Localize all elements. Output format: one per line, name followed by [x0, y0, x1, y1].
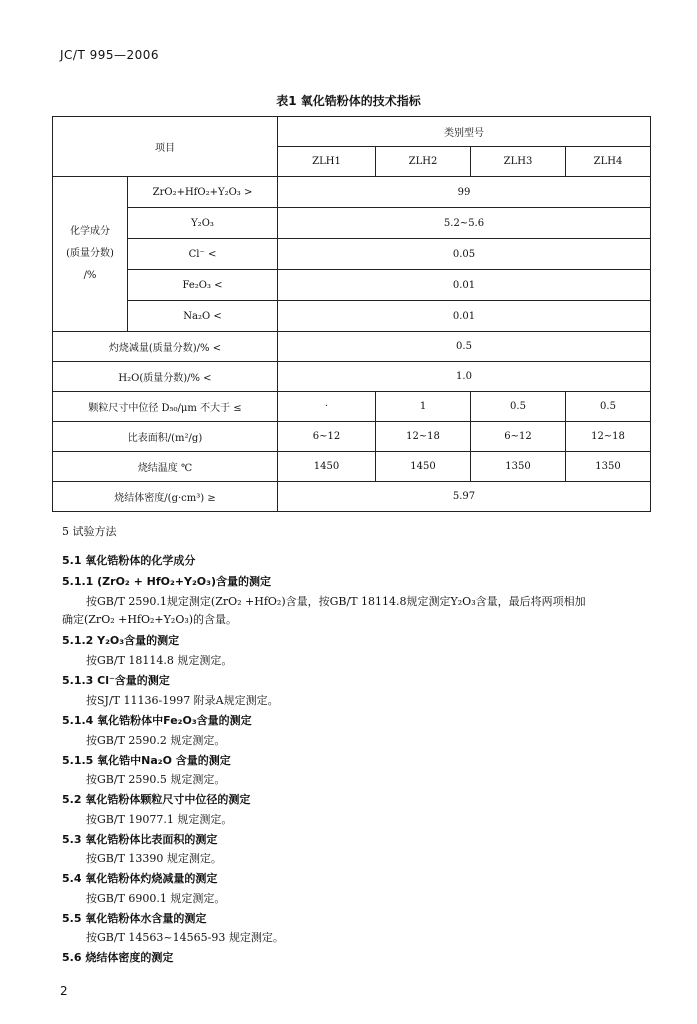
chem-value: 0.05 [278, 239, 651, 270]
header-item: 项目 [53, 117, 278, 177]
table-row [53, 301, 651, 332]
section-5-1-3-body: 按SJ/T 11136-1997 附录A规定测定。 [86, 694, 279, 707]
table-row [53, 208, 651, 239]
density-value: 5.97 [278, 482, 651, 512]
loss-item: 灼烧减量(质量分数)/% < [53, 332, 278, 362]
particle-value: 1 [376, 392, 471, 422]
chem-label-line: (质量分数) [66, 248, 114, 259]
section-5-1-4-body: 按GB/T 2590.2 规定测定。 [86, 734, 226, 747]
section-5-3-heading: 5.3 氧化锆粉体比表面积的测定 [62, 833, 218, 846]
section-5-1-heading: 5.1 氧化锆粉体的化学成分 [62, 554, 196, 567]
table-header-row [53, 117, 651, 147]
chem-label-line: 化学成分 [70, 226, 110, 237]
header-category: 类别型号 [278, 117, 651, 147]
section-5-1-3-heading: 5.1.3 Cl⁻含量的测定 [62, 674, 170, 687]
loss-value: 0.5 [278, 332, 651, 362]
chem-value: 5.2~5.6 [278, 208, 651, 239]
table-row [53, 239, 651, 270]
table-title: 表1 氧化锆粉体的技术指标 [276, 94, 421, 108]
table-row [53, 452, 651, 482]
particle-value: 0.5 [566, 392, 651, 422]
chemical-composition-label [53, 177, 128, 332]
section-5-2-body: 按GB/T 19077.1 规定测定。 [86, 813, 233, 826]
table-row [53, 270, 651, 301]
chem-item: Y₂O₃ [128, 208, 278, 239]
particle-value: 0.5 [471, 392, 566, 422]
section-5-2-heading: 5.2 氧化锆粉体颗粒尺寸中位径的测定 [62, 793, 251, 806]
table-row [53, 482, 651, 512]
section-5-5-heading: 5.5 氧化锆粉体水含量的测定 [62, 912, 207, 925]
sinter-temp-value: 1450 [278, 452, 376, 482]
sinter-temp-value: 1350 [566, 452, 651, 482]
water-item: H₂O(质量分数)/% < [53, 362, 278, 392]
water-value: 1.0 [278, 362, 651, 392]
table-row [53, 392, 651, 422]
section-5-1-1-heading: 5.1.1 (ZrO₂ + HfO₂+Y₂O₃)含量的测定 [62, 575, 271, 588]
surface-item: 比表面积/(m²/g) [53, 422, 278, 452]
sinter-temp-value: 1350 [471, 452, 566, 482]
table-row [53, 332, 651, 362]
section-5-heading: 5 试验方法 [62, 525, 117, 538]
section-5-5-body: 按GB/T 14563~14565-93 规定测定。 [86, 931, 284, 944]
surface-value: 6~12 [471, 422, 566, 452]
section-5-3-body: 按GB/T 13390 规定测定。 [86, 852, 222, 865]
surface-value: 12~18 [376, 422, 471, 452]
section-5-1-4-heading: 5.1.4 氧化锆粉体中Fe₂O₃含量的测定 [62, 714, 252, 727]
table-row [53, 362, 651, 392]
particle-item: 颗粒尺寸中位径 D₅₀/μm 不大于 ≤ [53, 392, 278, 422]
table-row [53, 422, 651, 452]
model-zlh3: ZLH3 [471, 147, 566, 177]
chem-value: 99 [278, 177, 651, 208]
density-item: 烧结体密度/(g·cm³) ≥ [53, 482, 278, 512]
section-5-6-heading: 5.6 烧结体密度的测定 [62, 951, 174, 964]
chem-item: ZrO₂+HfO₂+Y₂O₃ > [128, 177, 278, 208]
chem-value: 0.01 [278, 270, 651, 301]
model-zlh2: ZLH2 [376, 147, 471, 177]
section-5-4-body: 按GB/T 6900.1 规定测定。 [86, 892, 226, 905]
particle-value: · [278, 392, 376, 422]
section-5-1-1-body: 确定(ZrO₂ +HfO₂+Y₂O₃)的含量。 [62, 613, 238, 626]
table-row [53, 177, 651, 208]
section-5-1-2-heading: 5.1.2 Y₂O₃含量的测定 [62, 634, 180, 647]
page-number: 2 [60, 984, 68, 998]
surface-value: 12~18 [566, 422, 651, 452]
section-5-1-1-body: 按GB/T 2590.1规定测定(ZrO₂ +HfO₂)含量，按GB/T 18114.8规定测定Y₂O₃含量，最后将两项相加 [86, 595, 586, 608]
model-zlh4: ZLH4 [566, 147, 651, 177]
chem-label-line: /% [83, 270, 97, 281]
section-5-4-heading: 5.4 氧化锆粉体灼烧减量的测定 [62, 872, 218, 885]
chem-item: Fe₂O₃ < [128, 270, 278, 301]
sinter-temp-value: 1450 [376, 452, 471, 482]
section-5-1-5-heading: 5.1.5 氧化锆中Na₂O 含量的测定 [62, 754, 231, 767]
section-5-1-2-body: 按GB/T 18114.8 规定测定。 [86, 654, 233, 667]
chem-item: Na₂O < [128, 301, 278, 332]
sinter-temp-item: 烧结温度 ℃ [53, 452, 278, 482]
chem-value: 0.01 [278, 301, 651, 332]
chem-item: Cl⁻ < [128, 239, 278, 270]
surface-value: 6~12 [278, 422, 376, 452]
model-zlh1: ZLH1 [278, 147, 376, 177]
technical-spec-table [52, 116, 651, 512]
document-code: JC/T 995—2006 [60, 48, 160, 62]
section-5-1-5-body: 按GB/T 2590.5 规定测定。 [86, 773, 226, 786]
